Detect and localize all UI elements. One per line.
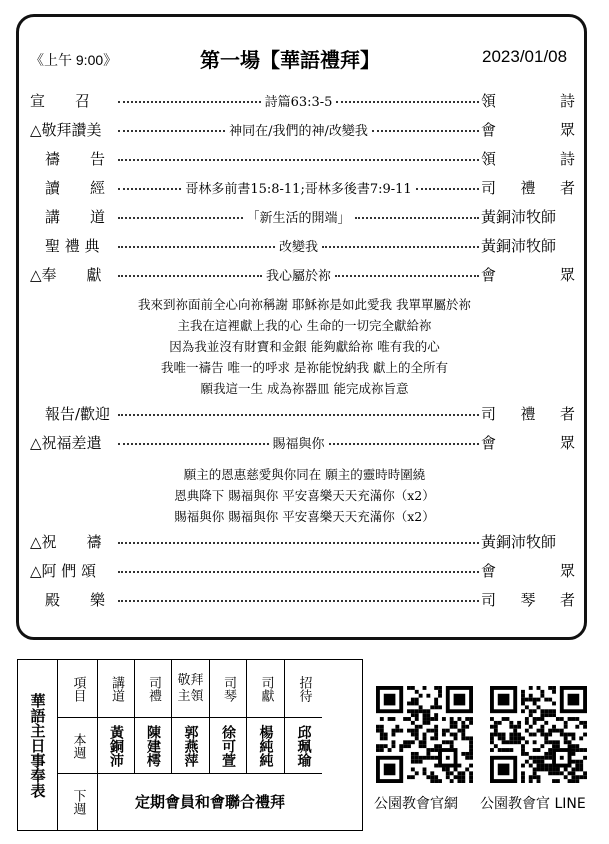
order-row bbox=[30, 262, 575, 286]
lyric-line: 我唯一禱告 唯一的呼求 是祢能悅納我 獻上的全所有 bbox=[161, 360, 448, 375]
order-item-label: △敬拜讚美 bbox=[30, 120, 102, 139]
leader-dots bbox=[336, 101, 479, 103]
order-item-detail: 我心屬於祢 bbox=[266, 268, 332, 284]
leader-dots bbox=[118, 101, 261, 103]
order-item-detail: 神同在/我們的神/改變我 bbox=[229, 123, 368, 139]
leader-text: 領 bbox=[481, 149, 497, 168]
leader-dots bbox=[118, 130, 225, 132]
lyric-line: 願我這一生 成為祢器皿 能完成祢旨意 bbox=[200, 381, 409, 396]
order-item-label: 讀 經 bbox=[30, 178, 106, 197]
leader-text: 司 bbox=[481, 590, 497, 609]
this-week-label: 本週 bbox=[58, 718, 98, 774]
this-week-name: 黃銅沛 bbox=[98, 718, 135, 774]
leader-dots bbox=[118, 275, 262, 277]
leader-text: 黃銅沛牧師 bbox=[481, 532, 557, 551]
order-item-leader bbox=[481, 531, 575, 552]
leader-dots bbox=[322, 246, 479, 248]
qr-code-icon bbox=[490, 686, 587, 783]
order-row bbox=[30, 529, 575, 553]
leader-text: 者 bbox=[559, 590, 575, 609]
qr-code-icon bbox=[376, 686, 473, 783]
order-item-leader bbox=[481, 235, 575, 256]
order-item-label: 報告/歡迎 bbox=[30, 404, 111, 423]
leader-text: 司 bbox=[481, 404, 497, 423]
role-header bbox=[172, 660, 210, 718]
leader-text: 者 bbox=[559, 178, 575, 197]
role-header: 講道 bbox=[98, 660, 135, 718]
role-header: 招待 bbox=[285, 660, 322, 718]
leader-dots bbox=[416, 188, 479, 190]
order-item-label: 殿 樂 bbox=[30, 590, 106, 609]
leader-text: 禮 bbox=[520, 178, 536, 197]
lyric-line: 我來到祢面前全心向祢稱謝 耶穌祢是如此愛我 我單單屬於祢 bbox=[138, 297, 471, 312]
leader-dots bbox=[329, 443, 480, 445]
role-header: 司獻 bbox=[247, 660, 285, 718]
service-time: 《上午 9:00》 bbox=[30, 52, 118, 68]
order-row bbox=[30, 146, 575, 170]
order-row bbox=[30, 558, 575, 582]
leader-dots bbox=[355, 217, 480, 219]
leader-dots bbox=[118, 414, 479, 416]
leader-text: 詩 bbox=[560, 91, 576, 110]
order-item-label: 講 道 bbox=[30, 207, 106, 226]
order-item-detail: 「新生活的開端」 bbox=[246, 210, 351, 226]
leader-text: 眾 bbox=[560, 265, 576, 284]
leader-dots bbox=[335, 275, 479, 277]
order-item-label: 宣 召 bbox=[30, 91, 91, 110]
leader-text: 琴 bbox=[520, 590, 536, 609]
order-row bbox=[30, 117, 575, 141]
leader-text: 眾 bbox=[560, 120, 576, 139]
leader-dots bbox=[118, 217, 243, 219]
col-item-header: 項目 bbox=[58, 660, 98, 718]
order-row bbox=[30, 401, 575, 425]
leader-text: 眾 bbox=[560, 433, 576, 452]
offering-lyrics bbox=[0, 294, 609, 399]
order-item-detail: 改變我 bbox=[279, 239, 319, 255]
this-week-name: 邱珮瑜 bbox=[285, 718, 322, 774]
order-row bbox=[30, 175, 575, 199]
leader-dots bbox=[118, 571, 479, 573]
this-week-name: 徐可萱 bbox=[210, 718, 247, 774]
order-item-detail: 哥林多前書15:8-11;哥林多後書7:9-11 bbox=[185, 181, 412, 197]
order-item-detail: 賜福與你 bbox=[272, 436, 325, 452]
order-item-leader bbox=[481, 90, 575, 111]
order-item-leader bbox=[481, 119, 575, 140]
role-header-text: 敬拜主領 bbox=[177, 672, 204, 704]
service-date: 2023/01/08 bbox=[482, 47, 568, 66]
leader-text: 黃銅沛牧師 bbox=[481, 236, 557, 255]
leader-text: 會 bbox=[481, 265, 497, 284]
order-item-label: 禱 告 bbox=[30, 149, 106, 168]
role-header: 司禮 bbox=[135, 660, 172, 718]
leader-text: 者 bbox=[559, 404, 575, 423]
duty-table-title: 華語主日事奉表 bbox=[18, 660, 58, 830]
page-title: 第一場【華語禮拜】 bbox=[200, 48, 380, 72]
this-week-name: 陳建樗 bbox=[135, 718, 172, 774]
order-item-leader bbox=[481, 148, 575, 169]
order-item-label: △祝福差遣 bbox=[30, 433, 102, 452]
leader-dots bbox=[118, 159, 479, 161]
next-week-note: 定期會員和會聯合禮拜 bbox=[134, 793, 285, 811]
lyric-line: 賜福與你 賜福與你 平安喜樂天天充滿你（x2） bbox=[174, 509, 435, 524]
this-week-name: 楊純純 bbox=[247, 718, 285, 774]
leader-text: 黃銅沛牧師 bbox=[481, 207, 557, 226]
leader-text: 詩 bbox=[559, 149, 575, 168]
order-item-leader bbox=[481, 403, 575, 424]
qr-caption-line: 公園教會官 LINE bbox=[480, 796, 586, 812]
program-header bbox=[0, 44, 609, 74]
qr-caption-website: 公園教會官網 bbox=[374, 796, 458, 812]
order-item-label: △祝 禱 bbox=[30, 532, 102, 551]
leader-dots bbox=[118, 443, 269, 445]
order-item-leader bbox=[481, 177, 575, 198]
order-row bbox=[30, 204, 575, 228]
lyric-line: 主我在這裡獻上我的心 生命的一切完全獻給祢 bbox=[177, 318, 432, 333]
leader-dots bbox=[118, 246, 275, 248]
order-item-leader bbox=[481, 432, 575, 453]
order-item-label: △阿 們 頌 bbox=[30, 561, 97, 580]
leader-text: 眾 bbox=[559, 561, 575, 580]
order-item-label: △奉 獻 bbox=[30, 265, 102, 284]
order-row bbox=[30, 88, 575, 112]
lyric-line: 恩典降下 賜福與你 平安喜樂天天充滿你（x2） bbox=[174, 488, 435, 503]
leader-dots bbox=[118, 600, 479, 602]
leader-text: 領 bbox=[481, 91, 497, 110]
lyric-line: 願主的恩惠慈愛與你同在 願主的靈時時圍繞 bbox=[183, 467, 426, 482]
leader-text: 會 bbox=[481, 433, 497, 452]
order-item-leader bbox=[481, 206, 575, 227]
leader-text: 禮 bbox=[520, 404, 536, 423]
order-item-leader bbox=[481, 589, 575, 610]
this-week-name: 郭燕萍 bbox=[172, 718, 210, 774]
leader-dots bbox=[118, 188, 181, 190]
duty-table bbox=[17, 659, 363, 831]
order-item-detail: 詩篇63:3-5 bbox=[264, 94, 333, 110]
leader-text: 司 bbox=[481, 178, 497, 197]
leader-text: 會 bbox=[481, 120, 497, 139]
leader-dots bbox=[118, 542, 479, 544]
order-row bbox=[30, 587, 575, 611]
leader-dots bbox=[372, 130, 479, 132]
role-header: 司琴 bbox=[210, 660, 247, 718]
order-row bbox=[30, 233, 575, 257]
order-item-leader bbox=[481, 264, 575, 285]
order-row bbox=[30, 430, 575, 454]
leader-text: 會 bbox=[481, 561, 497, 580]
lyric-line: 因為我並沒有財寶和金銀 能夠獻給祢 唯有我的心 bbox=[169, 339, 440, 354]
order-item-leader bbox=[481, 560, 575, 581]
order-item-label: 聖 禮 典 bbox=[30, 236, 100, 255]
blessing-lyrics bbox=[0, 464, 609, 527]
next-week-label: 下週 bbox=[58, 774, 98, 830]
